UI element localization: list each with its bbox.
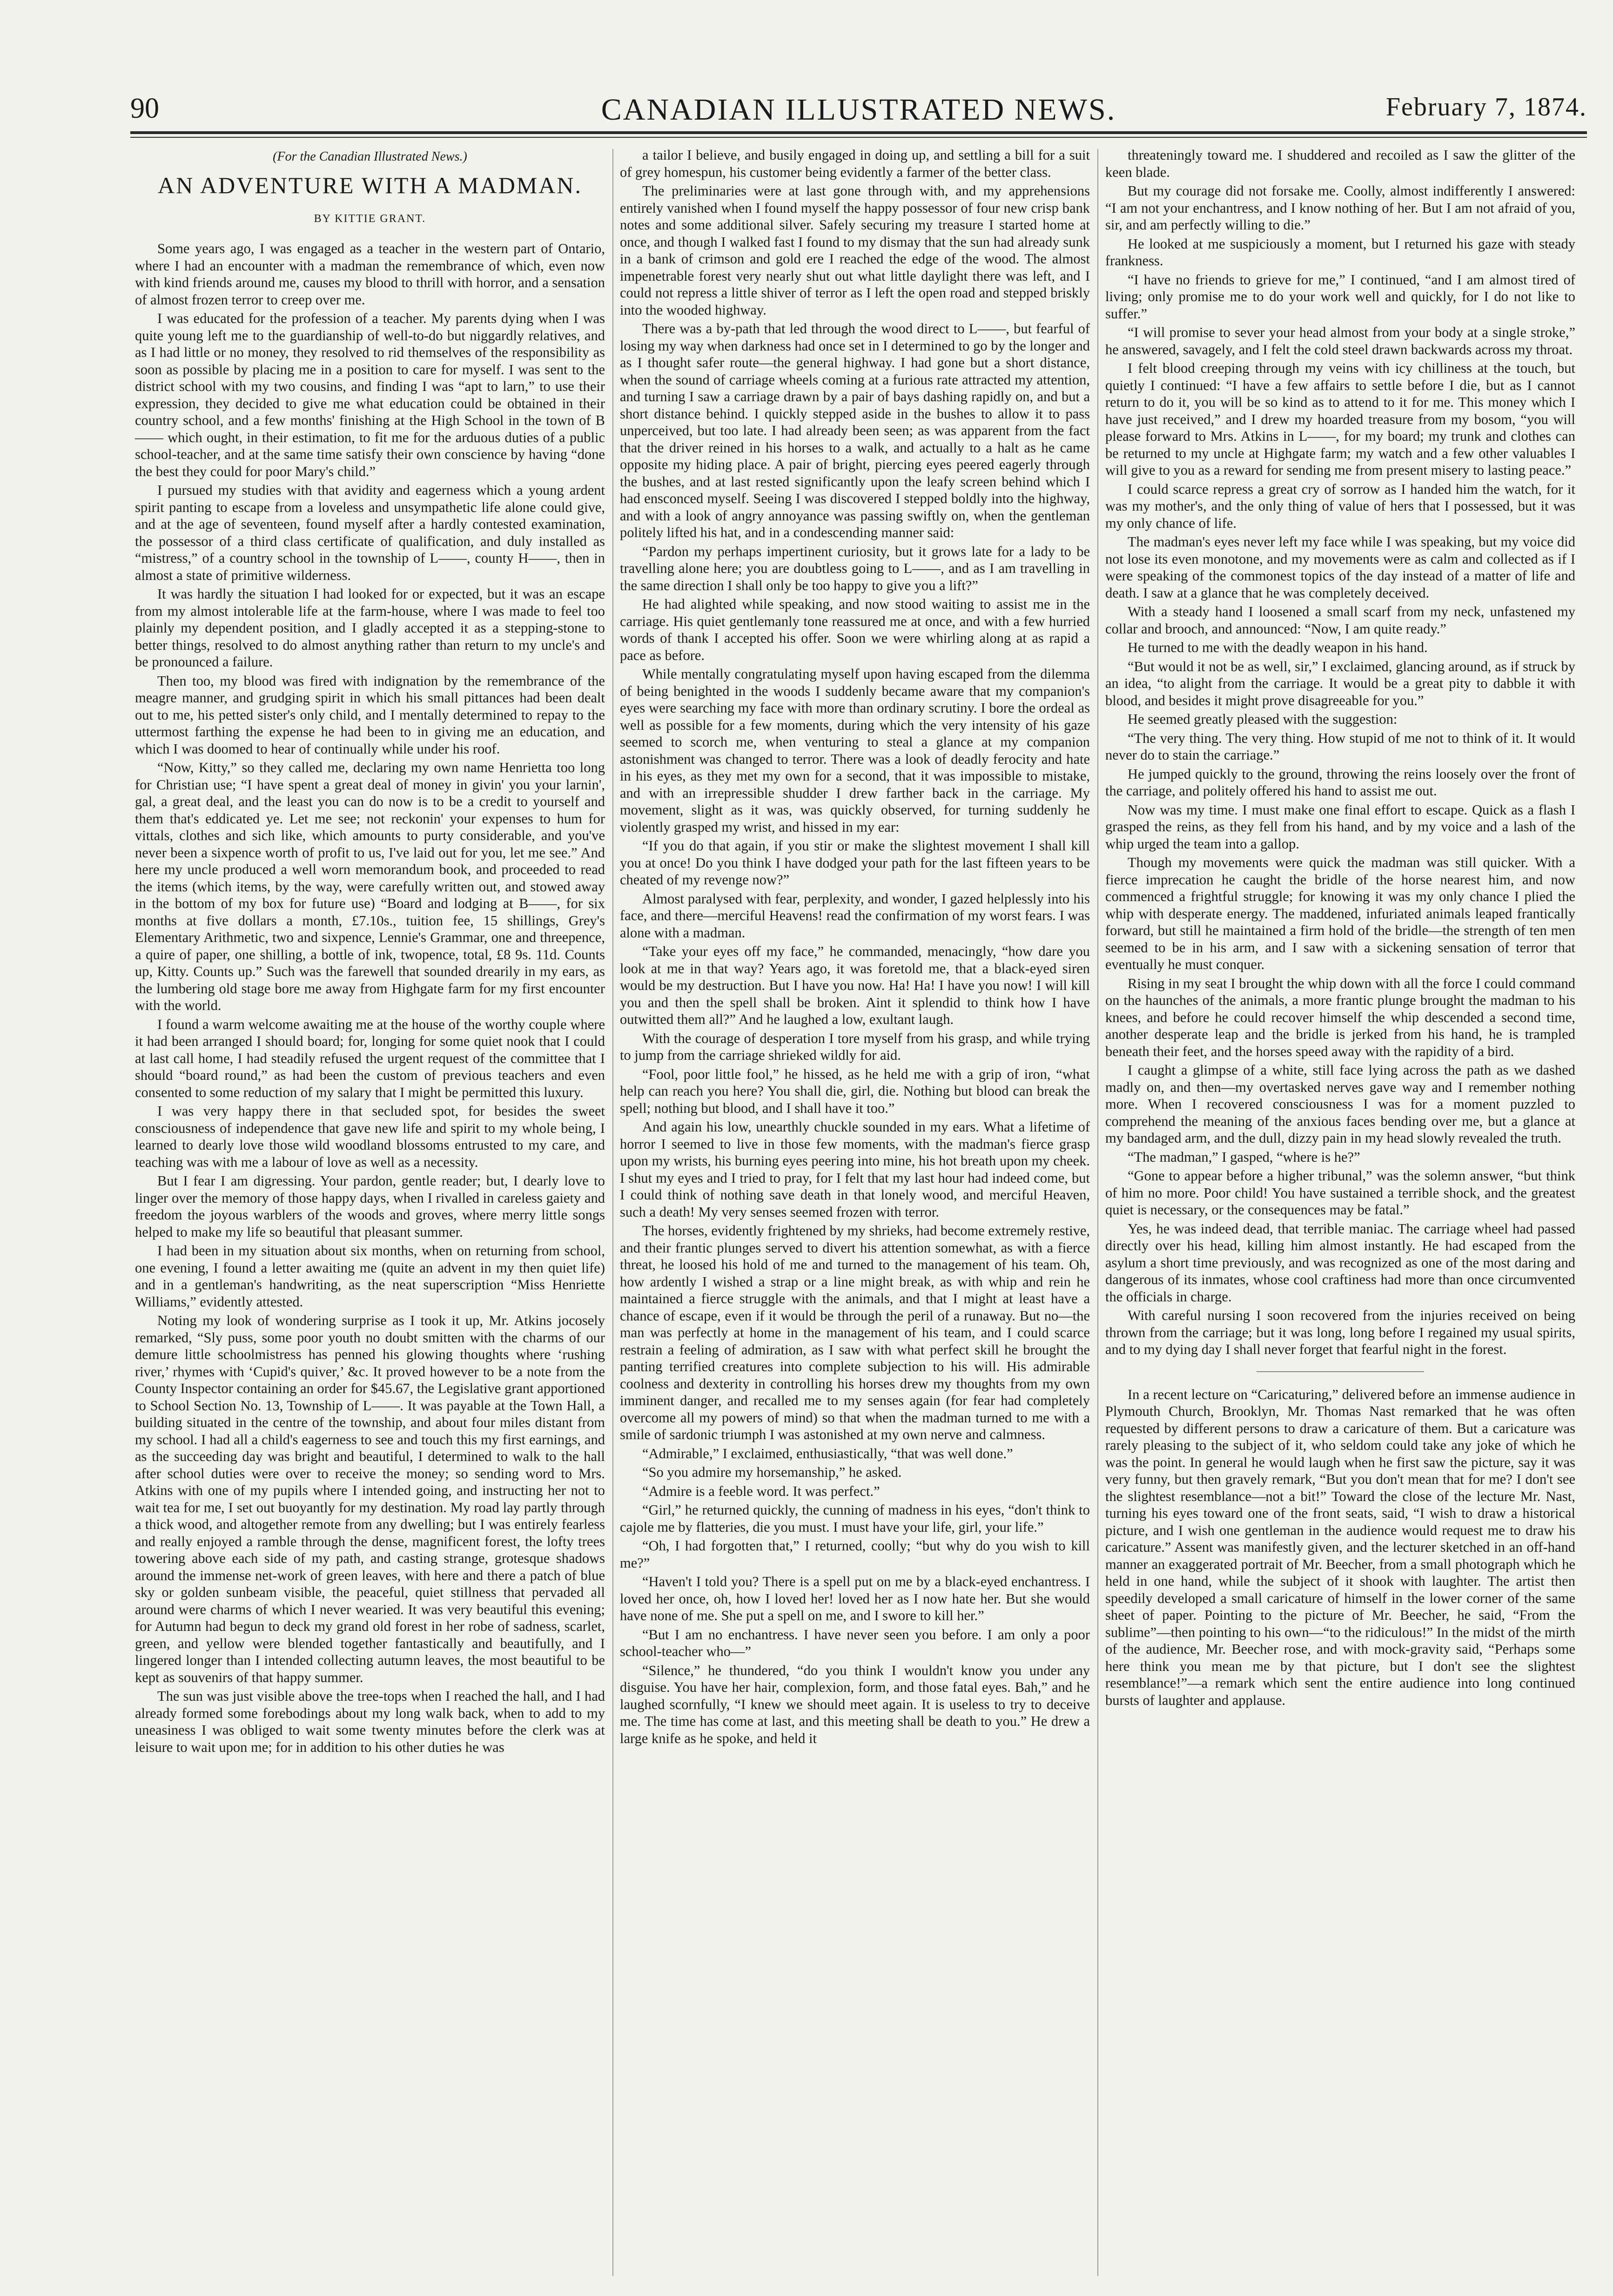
paragraph: “Gone to appear before a higher tribunal,” was the solemn answer, “but think of him no more. Poor child! You have sustained a terrible shock, and the greatest quiet is necessary, or the consequences may be fatal.” [1105, 1168, 1575, 1218]
article-divider [1257, 1371, 1424, 1372]
column-rule [612, 149, 613, 2276]
paragraph: But I fear I am digressing. Your pardon, gentle reader; but, I dearly love to linger over the memory of those happy days, when I rivalled in careless gaiety and freedom the joyous warblers of the woods and groves, where merry little songs helped to make my life so beautiful that pleasant summer. [135, 1173, 605, 1240]
column-1 [135, 147, 605, 1757]
page-number: 90 [130, 93, 159, 124]
paragraph: “Take your eyes off my face,” he commanded, menacingly, “how dare you look at me in that way? Years ago, it was foretold me, that a black-eyed siren would be my destruction. But I have you now. Ha! Ha! I have you now! I will kill you and then the spell shall be broken. Aint it splendid to think how I have outwitted them all?” And he laughed a low, exultant laugh. [620, 943, 1090, 1027]
story-byline: BY KITTIE GRANT. [314, 212, 426, 225]
paragraph: “Pardon my perhaps impertinent curiosity, but it grows late for a lady to be travelling alone here; you are doubtless going to L——, and as I am travelling in the same direction I shall only be too happy to give you a lift?” [620, 543, 1090, 593]
paragraph: Then too, my blood was fired with indignation by the remembrance of the meagre manner, and grudging spirit in which his small pittances had been dealt out to me, his petted sister's only child, and I mentally determined to repay to the uttermost farthing the expense he had been to in giving me an education, and which I was doomed to hear of continually while under his roof. [135, 673, 605, 757]
masthead-rule [130, 131, 1587, 134]
paragraph: “But would it not be as well, sir,” I exclaimed, glancing around, as if struck by an idea, “to alight from the carriage. It would be a great pity to dabble it with blood, and besides it might prove disagreeable for you.” [1105, 658, 1575, 708]
paragraph: I could scarce repress a great cry of sorrow as I handed him the watch, for it was my mother's, and the only thing of value of hers that I possessed, but it was my only chance of life. [1105, 481, 1575, 531]
masthead-rule-thin [130, 137, 1587, 138]
paragraph: “Admire is a feeble word. It was perfect.” [642, 1483, 880, 1499]
paragraph: “Silence,” he thundered, “do you think I wouldn't know you under any disguise. You have her hair, complexion, form, and those fatal eyes. Bah,” and he laughed scornfully, “I knew we should meet again. It is useless to try to deceive me. The time has come at last, and this meeting shall be death to you.” He drew a large knife as he spoke, and held it [620, 1662, 1090, 1746]
paragraph: “But I am no enchantress. I have never seen you before. I am only a poor school-teacher who—” [620, 1626, 1090, 1659]
paragraph: He seemed greatly pleased with the suggestion: [1128, 711, 1398, 727]
paragraph: I was very happy there in that secluded spot, for besides the sweet consciousness of independence that gave new life and spirit to my whole being, I learned to dearly love those wild woodland blossoms entrusted to my care, and teaching was with me a labour of love as well as a necessity. [135, 1103, 605, 1170]
column-3 [1105, 147, 1575, 1710]
paragraph: Rising in my seat I brought the whip down with all the force I could command on the haunches of the animals, a more frantic plunge brought the madman to his knees, and before he could recover himself the whip descended a second time, another desperate leap and the bridle is jerked from his hand, he is trampled beneath their feet, and the horses speed away with the rapidity of a bird. [1105, 975, 1575, 1059]
paragraph: He looked at me suspiciously a moment, but I returned his gaze with steady frankness. [1105, 236, 1575, 269]
paragraph: I found a warm welcome awaiting me at the house of the worthy couple where it had been arranged I should board; for, longing for some quiet nook that I could at last call home, I had steadily refused the urgent request of the committee that I should “board round,” as had been the custom of previous teachers and even consented to some reduction of my salary that I might be permitted this luxury. [135, 1016, 605, 1100]
paragraph: “Girl,” he returned quickly, the cunning of madness in his eyes, “don't think to cajole me by flatteries, die you must. I must have your life, girl, your life.” [620, 1502, 1090, 1535]
paragraph: With a steady hand I loosened a small scarf from my neck, unfastened my collar and brooch, and announced: “Now, I am quite ready.” [1105, 604, 1575, 637]
paragraph: “I will promise to sever your head almost from your body at a single stroke,” he answered, savagely, and I felt the cold steel drawn backwards across my throat. [1105, 324, 1575, 357]
paragraph: “Fool, poor little fool,” he hissed, as he held me with a grip of iron, “what help can reach you here? You shall die, girl, die. Nothing but blood can break the spell; nothing but blood, and I shall have it too.” [620, 1066, 1090, 1116]
issue-date: February 7, 1874. [1385, 93, 1587, 121]
paragraph: There was a by-path that led through the wood direct to L——, but fearful of losing my way when darkness had once set in I determined to go by the longer and as I thought safer route—the general highway. I had gone but a short distance, when the sound of carriage wheels coming at a furious rate attracted my attention, and turning I saw a carriage drawn by a pair of bays dashing rapidly on, and but a short distance behind. I quickly stepped aside in the bushes to allow it to pass unperceived, but too late. I had already been seen; as was apparent from the fact that the driver reined in his horses to a walk, and actually to a halt as he came opposite my hiding place. A pair of bright, piercing eyes peered eagerly through the bushes, and at last rested significantly upon the leafy screen behind which I had ensconced myself. Seeing I was discovered I stepped boldly into the highway, and with a look of angry annoyance was passing swiftly on, when the gentleman politely lifted his hat, and in a condescending manner said: [620, 321, 1090, 540]
paragraph: He jumped quickly to the ground, throwing the reins loosely over the front of the carriage, and politely offered his hand to assist me out. [1105, 766, 1575, 799]
paragraph: Though my movements were quick the madman was still quicker. With a fierce imprecation he caught the bridle of the horse nearest him, and now commenced a frightful struggle; for knowing it was my only chance I plied the whip with desperate energy. The maddened, infuriated animals leaped frantically forward, but still he maintained a firm hold of the bridle—the strength of ten men seemed to be in his arm, and I saw with a sickening sensation of terror that eventually he must conquer. [1105, 855, 1575, 972]
paragraph: With the courage of desperation I tore myself from his grasp, and while trying to jump from the carriage shrieked wildly for aid. [620, 1030, 1090, 1063]
paragraph: “Now, Kitty,” so they called me, declaring my own name Henrietta too long for Christian use; “I have spent a great deal of money in givin' you your larnin', gal, a great deal, and the least you can do now is to be a credit to yourself and them that's eddicated ye. Let me see; not reckonin' your expenses to hum for vittals, clothes and sich like, which amounts to purty considerable, and you've never been a sixpence worth of profit to us, I've laid out for you, let me see.” And here my uncle produced a well worn memorandum book, and proceeded to read the items (which items, by the way, were carefully written out, and stowed away in the bottom of my box for future use) “Board and lodging at B——, for six months at five dollars a month, £7.10s., tuition fee, 15 shillings, Grey's Elementary Arithmetic, two and sixpence, Lennie's Grammar, one and threepence, a quire of paper, one shilling, a bottle of ink, twopence, total, £8 9s. 11d. Counts up, Kitty. Counts up.” Such was the farewell that sounded drearily in my ears, as the lumbering old stage bore me away from Highgate farm for my first encounter with the world. [135, 760, 605, 1013]
story-headline: AN ADVENTURE WITH A MADMAN. [157, 172, 582, 198]
column-rule [1097, 149, 1098, 2276]
paragraph: The horses, evidently frightened by my shrieks, had become extremely restive, and their frantic plunges served to divert his attention somewhat, as with a fierce threat, he loosed his hold of me and turned to the management of his team. Oh, how ardently I wished a strap or a line might break, as with whip and rein he maintained a fierce struggle with the animals, and that I might at least have a chance of escape, even if it would be through the peril of a runaway. But no—the man was perfectly at home in the management of his team, and I could scarce restrain a feeling of admiration, as I saw with what perfect skill he brought the panting terrified creatures into complete subjection to his will. His admirable coolness and dexterity in controlling his horses drew my thoughts from my own imminent danger, and recalled me to my senses again (for fear had completely overcome all my powers of mind) so that when the madman turned to me with a smile of sardonic triumph I was astonished at my own nerve and calmness. [620, 1223, 1090, 1442]
paragraph: But my courage did not forsake me. Coolly, almost indifferently I answered: “I am not your enchantress, and I know nothing of her. But I am not afraid of you, sir, and am perfectly willing to die.” [1105, 183, 1575, 233]
paragraph: Yes, he was indeed dead, that terrible maniac. The carriage wheel had passed directly over his head, killing him almost instantly. He had escaped from the asylum a short time previously, and was recognized as one of the most daring and dangerous of its inmates, whose cool craftiness had more than once circumvented the officials in charge. [1105, 1220, 1575, 1305]
paragraph: The madman's eyes never left my face while I was speaking, but my voice did not lose its even monotone, and my movements were as calm and collected as if I were speaking of the commonest topics of the day instead of a matter of life and death. I saw at a glance that he was completely deceived. [1105, 534, 1575, 601]
paragraph: “I have no friends to grieve for me,” I continued, “and I am almost tired of living; only promise me to do your work well and quickly, for I do not like to suffer.” [1105, 271, 1575, 322]
masthead [130, 88, 1587, 130]
paragraph: While mentally congratulating myself upon having escaped from the dilemma of being benighted in the woods I suddenly became aware that my companion's eyes were searching my face with more than ordinary scrutiny. I bore the ordeal as well as possible for a few moments, during which the very intensity of his gaze seemed to scorch me, when venturing to steal a glance at my companion astonishment was changed to terror. There was a look of deadly ferocity and hate in his eyes, as they met my own for a second, that it was impossible to mistake, and with an irrepressible shudder I drew farther back in the carriage. My movement, slight as it was, was quickly observed, for turning suddenly he violently grasped my wrist, and hissed in my ear: [620, 666, 1090, 835]
paragraph: “The madman,” I gasped, “where is he?” [1128, 1149, 1360, 1165]
paragraph: Noting my look of wondering surprise as I took it up, Mr. Atkins jocosely remarked, “Sly puss, some poor youth no doubt smitten with the charms of our demure little schoolmistress has penned his glowing thoughts where ‘rushing river,’ rhymes with ‘Cupid's quiver,’ &c. It proved however to be a note from the County Inspector containing an order for $45.67, the Legislative grant apportioned to School Section No. 13, Township of L——. It was payable at the Town Hall, a building situated in the centre of the township, and about four miles distant from my school. I had all a child's eagerness to see and touch this my first earnings, and as the succeeding day was bright and beautiful, I determined to walk to the hall after school duties were over to receive the money; so sending word to Mrs. Atkins with one of my pupils where I intended going, and instructing her not to wait tea for me, I set out buoyantly for my destination. My road lay partly through a thick wood, and altogether remote from any dwelling; but I was entirely fearless and really enjoyed a ramble through the dense, magnificent forest, the lofty trees towering above each side of my path, and casting strange, grotesque shadows around the immense net-work of green leaves, with here and there a patch of blue sky or golden sunbeam visible, the peaceful, quiet stillness that pervaded all around were charms of which I never wearied. It was very beautiful this evening; for Autumn had begun to deck my grand old forest in her robe of sadness, scarlet, green, and yellow were blended together fantastically and beautifully, and I lingered longer than I intended collecting autumn leaves, the most beautiful to be kept as souvenirs of that happy summer. [135, 1313, 605, 1685]
paragraph: I pursued my studies with that avidity and eagerness which a young ardent spirit panting to escape from a loveless and unsympathetic life alone could give, and at the age of seventeen, found myself after a hardly contested examination, the possessor of a third class certificate of qualification, and duly installed as “mistress,” of a country school in the township of L——, county H——, then in almost a state of primitive wilderness. [135, 482, 605, 583]
paragraph: “So you admire my horsemanship,” he asked. [642, 1464, 902, 1480]
paragraph: “Haven't I told you? There is a spell put on me by a black-eyed enchantress. I loved her once, oh, how I loved her! loved her as I now hate her. But she would have none of me. She put a spell on me, and I swore to kill her.” [620, 1574, 1090, 1623]
story-credit: (For the Canadian Illustrated News.) [273, 149, 467, 164]
paragraph: Now was my time. I must make one final effort to escape. Quick as a flash I grasped the reins, as they fell from his hand, and by my voice and a lash of the whip urged the team into a gallop. [1105, 801, 1575, 852]
paragraph: Some years ago, I was engaged as a teacher in the western part of Ontario, where I had an encounter with a madman the remembrance of which, even now with kind friends around me, causes my blood to thrill with horror, and a sensation of almost frozen terror to creep over me. [135, 241, 605, 308]
paragraph: a tailor I believe, and busily engaged in doing up, and settling a bill for a suit of grey homespun, his customer being evidently a farmer of the better class. [620, 147, 1090, 180]
paragraph: “Oh, I had forgotten that,” I returned, coolly; “but why do you wish to kill me?” [620, 1538, 1090, 1571]
paragraph: The sun was just visible above the tree-tops when I reached the hall, and I had already formed some forebodings about my long walk back, when to add to my uneasiness I was obliged to wait some twenty minutes before the clerk was at leisure to wait upon me; for in addition to his other duties he was [135, 1688, 605, 1755]
paragraph: The preliminaries were at last gone through with, and my apprehensions entirely vanished when I found myself the happy possessor of four new crisp bank notes and some additional silver. Safely securing my treasure I started home at once, and though I walked fast I found to my dismay that the sun had already sunk in a bank of crimson and gold ere I reached the edge of the wood. The almost impenetrable forest very nearly shut out what little daylight there was left, and I could not repress a little shiver of terror as I left the open road and stepped briskly into the wooded highway. [620, 183, 1090, 318]
paragraph: I had been in my situation about six months, when on returning from school, one evening, I found a letter awaiting me (quite an advent in my then quiet life) and in a gentleman's handwriting, as the neat superscription “Miss Henriette Williams,” evidently attested. [135, 1243, 605, 1310]
paragraph: Almost paralysed with fear, perplexity, and wonder, I gazed helplessly into his face, and there—merciful Heavens! read the confirmation of my worst fears. I was alone with a madman. [620, 890, 1090, 941]
paragraph: “The very thing. The very thing. How stupid of me not to think of it. It would never do to stain the carriage.” [1105, 730, 1575, 763]
paragraph: threateningly toward me. I shuddered and recoiled as I saw the glitter of the keen blade. [1105, 147, 1575, 180]
column-2 [620, 147, 1090, 1749]
paragraph: I caught a glimpse of a white, still face lying across the path as we dashed madly on, and then—my overtasked nerves gave way and I remember nothing more. When I recovered consciousness I was for a moment puzzled to comprehend the meaning of the anxious faces bending over me, but a glance at my bandaged arm, and the dull, dizzy pain in my head slowly revealed the truth. [1105, 1062, 1575, 1146]
paragraph: With careful nursing I soon recovered from the injuries received on being thrown from the carriage; but it was long, long before I regained my usual spirits, and to my dying day I shall never forget that fearful night in the forest. [1105, 1307, 1575, 1357]
paragraph: “If you do that again, if you stir or make the slightest movement I shall kill you at once! Do you think I have dodged your path for the last fifteen years to be cheated of my revenge now?” [620, 838, 1090, 888]
paragraph: I felt blood creeping through my veins with icy chilliness at the touch, but quietly I continued: “I have a few affairs to settle before I die, but as I cannot return to do it, you will be so kind as to attend to it for me. This money which I have just received,” and I drew my hoarded treasure from my bosom, “you will please forward to Mrs. Atkins in L——, for my board; my trunk and clothes can be returned to my uncle at Highgate farm; my watch and a few other valuables I will give to you as a reward for sending me from present misery to lasting peace.” [1105, 360, 1575, 478]
newspaper-title: CANADIAN ILLUSTRATED NEWS. [601, 93, 1116, 127]
nast-lecture-paragraph: In a recent lecture on “Caricaturing,” delivered before an immense audience in Plymouth Church, Brooklyn, Mr. Thomas Nast remarked that he was often requested by different persons to draw a caricature of them. But a caricature was rarely pleasing to the subject of it, who seldom could take any joke of which he was the point. In general he would laugh when he first saw the picture, say it was very funny, but then gravely remark, “But you don't mean that for me? I don't see the slightest resemblance—not a bit!” Toward the close of the lecture Mr. Nast, turning his eyes toward one of the front seats, said, “I wish to draw a historical picture, and I wish one gentleman in the audience would request me to draw his caricature.” Assent was manifestly given, and the lecturer sketched in an off-hand manner an exaggerated portrait of Mr. Beecher, from a small photograph which he held in one hand, while the subject of it shook with laughter. The artist then speedily developed a small caricature of himself in the lower corner of the same sheet of paper. Pointing to the picture of Mr. Beecher, he said, “From the sublime”—then pointing to his own—“to the ridiculous!” In the midst of the mirth of the audience, Mr. Beecher rose, and with mock-gravity said, “Perhaps some here think you mean me by that picture, but I don't see the slightest resemblance!”—a remark which sent the entire audience into long continued bursts of laughter and applause. [1105, 1386, 1575, 1708]
paragraph: “Admirable,” I exclaimed, enthusiastically, “that was well done.” [642, 1445, 1013, 1461]
paragraph: He had alighted while speaking, and now stood waiting to assist me in the carriage. His quiet gentlemanly tone reassured me at once, and with a few hurried words of thank I accepted his offer. Soon we were whirling along at as rapid a pace as before. [620, 596, 1090, 663]
paragraph: He turned to me with the deadly weapon in his hand. [1128, 640, 1428, 655]
paragraph: I was educated for the profession of a teacher. My parents dying when I was quite young left me to the guardianship of well-to-do but niggardly relatives, and as I had little or no money, they resolved to rid themselves of the responsibility as soon as possible by placing me in a position to care for myself. I was sent to the district school with my two cousins, and finding I was “apt to larn,” to use their expression, they decided to give me what education could be obtained in their country school, and a few months' finishing at the High School in the town of B—— which ought, in their estimation, to fit me for the arduous duties of a public school-teacher, and at the same time satisfy their own conscience by having “done the best they could for poor Mary's child.” [135, 310, 605, 479]
paragraph: It was hardly the situation I had looked for or expected, but it was an escape from my almost intolerable life at the farm-house, where I was made to feel too plainly my dependent position, and I gladly accepted it as a stepping-stone to better things, resolved to do almost anything rather than return to my uncle's and be pronounced a failure. [135, 586, 605, 670]
paragraph: And again his low, unearthly chuckle sounded in my ears. What a lifetime of horror I seemed to live in those few moments, with the madman's fierce grasp upon my wrists, his burning eyes peering into mine, his hot breath upon my cheek. I shut my eyes and I tried to pray, for I felt that my last hour had indeed come, but I could think of nothing save death in that lonely wood, and merciful Heaven, such a death! My very senses seemed frozen with terror. [620, 1119, 1090, 1220]
